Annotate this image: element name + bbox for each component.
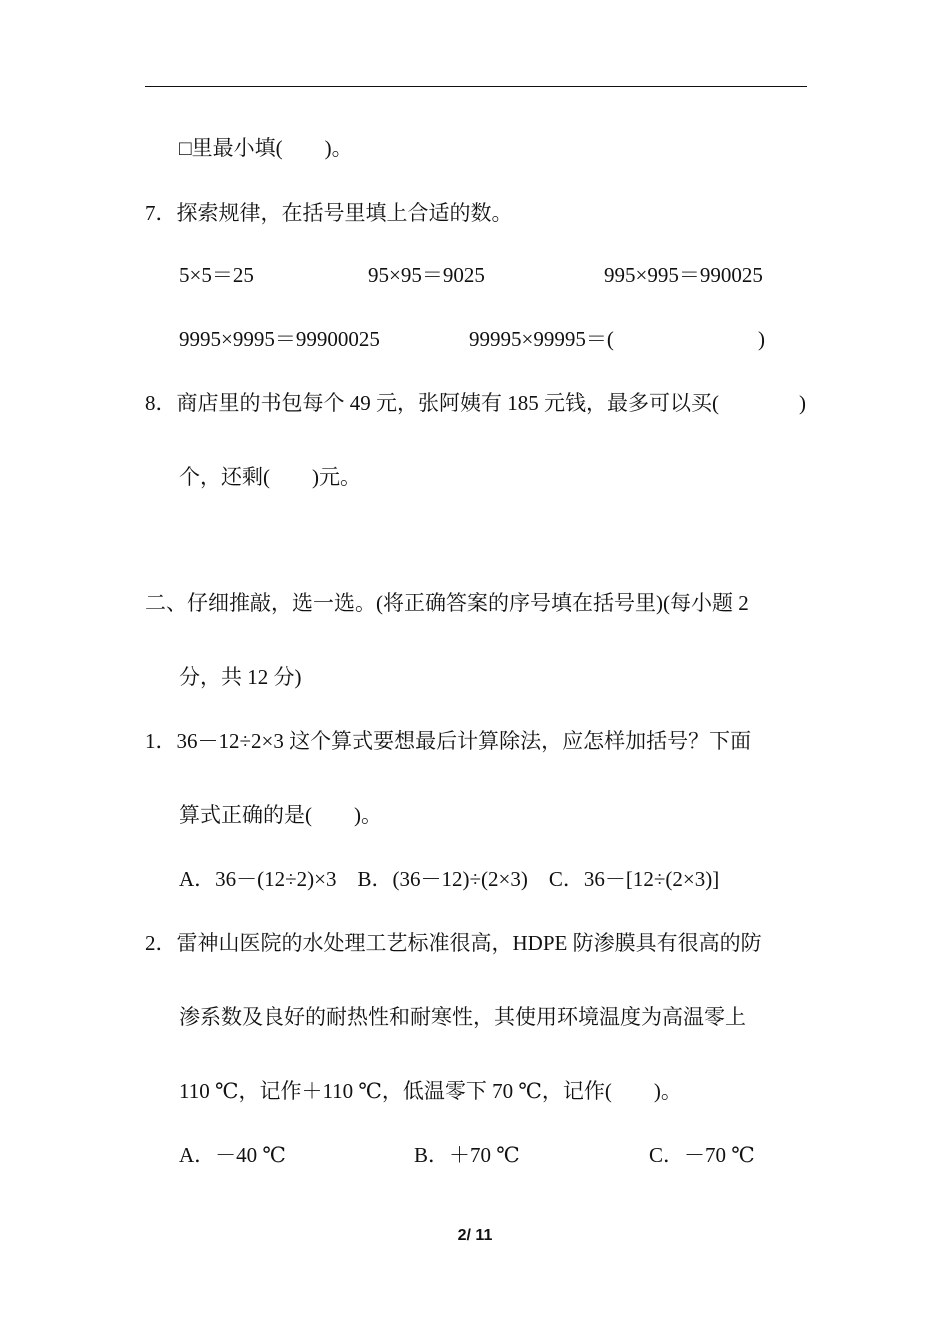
q8-bracket-close: ) [799,391,806,415]
s2-q2-line-3: 110 ℃，记作＋110 ℃，低温零下 70 ℃，记作( )。 [179,1079,682,1103]
q8-line-2: 个，还剩( )元。 [179,465,361,489]
s2-q2-line-2: 渗系数及良好的耐热性和耐寒性，其使用环境温度为高温零上 [179,1005,746,1029]
q7-example-1: 5×5＝25 [179,263,254,287]
section-2-heading-cont: 分，共 12 分) [179,665,302,689]
q6-continuation: □里最小填( )。 [179,136,353,160]
q7-example-4: 9995×9995＝99900025 [179,327,380,351]
q7-answer-bracket-close: ) [758,327,765,351]
header-rule [145,86,807,87]
s2-q2-option-b: B．＋70 ℃ [414,1143,520,1167]
page-number: 2/ 11 [457,1227,493,1244]
q8-line-1: 8．商店里的书包每个 49 元，张阿姨有 185 元钱，最多可以买( [145,391,719,415]
q7-example-3: 995×995＝990025 [604,263,763,287]
section-2-heading: 二、仔细推敲，选一选。(将正确答案的序号填在括号里)(每小题 2 [145,591,749,615]
s2-q1-options: A．36－(12÷2)×3 B．(36－12)÷(2×3) C．36－[12÷(2×3)] [179,867,720,891]
s2-q1-line-1: 1．36－12÷2×3 这个算式要想最后计算除法，应怎样加括号？下面 [145,729,752,753]
s2-q2-option-c: C．－70 ℃ [649,1143,755,1167]
s2-q2-option-a: A．－40 ℃ [179,1143,286,1167]
q7-example-5: 99995×99995＝( [469,327,614,351]
q7-stem: 7．探索规律，在括号里填上合适的数。 [145,201,513,225]
s2-q1-line-2: 算式正确的是( )。 [179,803,382,827]
q7-example-2: 95×95＝9025 [368,263,485,287]
s2-q2-line-1: 2．雷神山医院的水处理工艺标准很高，HDPE 防渗膜具有很高的防 [145,931,762,955]
